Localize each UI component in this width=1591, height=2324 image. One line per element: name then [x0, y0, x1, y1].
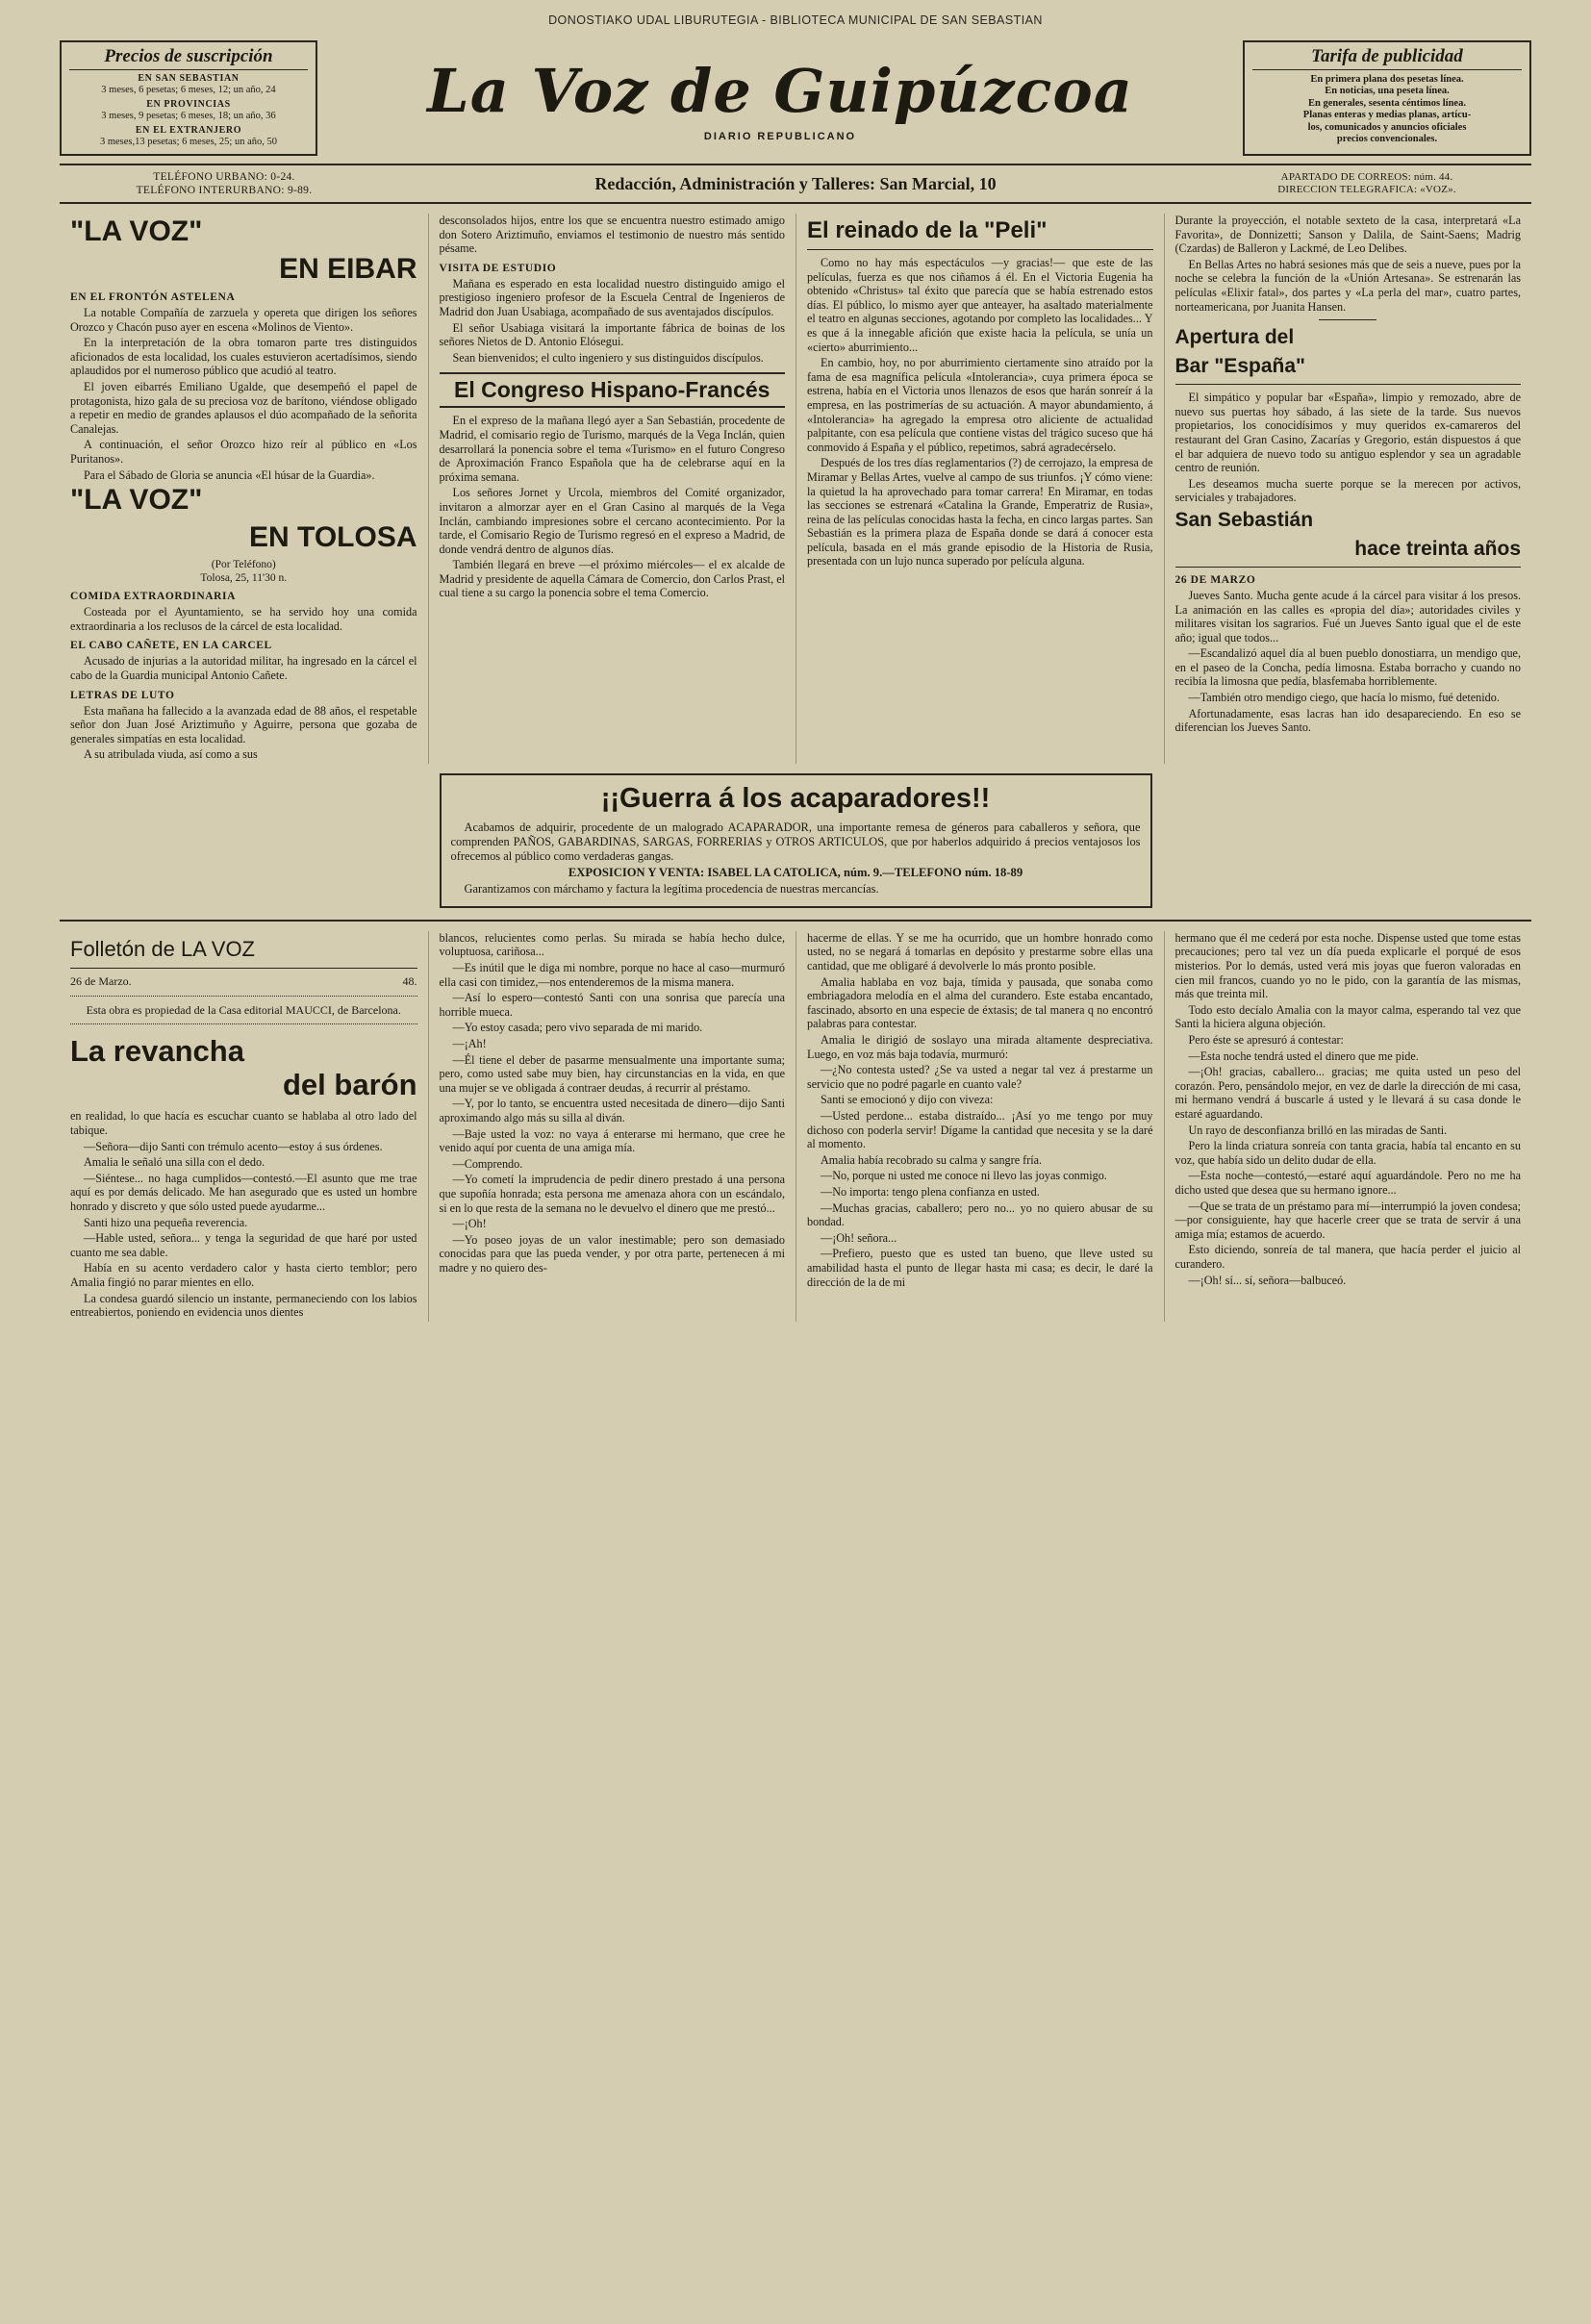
paragraph: Amalia le dirigió de soslayo una mirada altamente despreciativa. Luego, en voz más baja todavía, murmuró:: [807, 1033, 1153, 1061]
divider: [1175, 567, 1522, 568]
subheading-fronton: EN EL FRONTÓN ASTELENA: [70, 291, 236, 303]
paragraph: —Usted perdone... estaba distraído... ¡Así yo me tengo por muy dichoso con poderla servir! Dígame la cantidad que necesita y se la daré al momento.: [807, 1109, 1153, 1151]
paragraph: Acusado de injurias a la autoridad militar, ha ingresado en la cárcel el cabo de la Guardia municipal Antonio Cañete.: [70, 654, 417, 682]
date-label: 26 DE MARZO: [1174, 573, 1256, 586]
paragraph: Acabamos de adquirir, procedente de un malogrado ACAPARADOR, una importante remesa de géneros para caballeros y señora, que comprenden PAÑOS, GABARDINAS, SARGAS, FORRERIAS y OTROS ARTICULOS, que por haberlos adquirido á precios ventajosos los ofrecemos al público como verdaderas gangas.: [450, 820, 1141, 863]
folletin-page-number: 48.: [402, 973, 417, 988]
section-title-hace-treinta-anos: hace treinta años: [1354, 537, 1521, 560]
paragraph: —Escandalizó aquel día al buen pueblo donostiarra, un mendigo que, en el paseo de la Concha, pedía limosna. Estaba borracho y cuando no recibía la limosna que pedía, blasfemaba horriblemente.: [1174, 646, 1521, 689]
paragraph: —¡Oh! gracias, caballero... gracias; me quita usted un peso del corazón. Pero, pensándolo mejor, en vez de darle la dirección de mi casa, mi hermano vendrá á buscarle á usted y le llevará á su casa donde le estaré aguardando.: [1174, 1065, 1521, 1121]
paragraph: Afortunadamente, esas lacras han ido desapareciendo. En eso se diferencian los Jueves Santo.: [1174, 706, 1521, 735]
divider: [1319, 319, 1376, 320]
paragraph: —Yo poseo joyas de un valor inestimable; pero son demasiado conocidas para que las pueda vender, y por otra parte, pertenecen á mi madre y no quiero des-: [439, 1232, 785, 1275]
ad-rate-line: En generales, sesenta céntimos línea.: [1308, 97, 1466, 109]
paragraph: blancos, relucientes como perlas. Su mirada se había hecho dulce, voluptuosa, cariñosa...: [439, 930, 785, 959]
paragraph: Para el Sábado de Gloria se anuncia «El húsar de la Guardia».: [84, 467, 375, 482]
article-headline-lavoz-eibar-1: "LA VOZ": [70, 215, 203, 247]
paragraph: La notable Compañía de zarzuela y opereta que dirigen los señores Orozco y Chacón puso ayer en escena «Molinos de Viento».: [70, 306, 417, 334]
byline: (Por Teléfono): [211, 559, 276, 571]
ad-rate-line: En noticias, una peseta línea.: [1325, 86, 1450, 97]
masthead-subtitle: DIARIO REPUBLICANO: [703, 131, 857, 142]
subheading-letras-luto: LETRAS DE LUTO: [70, 689, 175, 701]
paragraph: —Comprendo.: [452, 1156, 523, 1171]
subscription-prices-box: [60, 40, 317, 156]
divider: [70, 996, 417, 997]
advertising-title: Tarifa de publicidad: [1252, 46, 1522, 70]
paragraph: Esto diciendo, sonreía de tal manera, que hacía perder el juicio al curandero.: [1174, 1243, 1521, 1271]
paragraph: Les deseamos mucha suerte porque se la merecen por activos, serviciales y trabajadores.: [1174, 476, 1521, 505]
paragraph: —Muchas gracias, caballero; pero no... yo no quiero abusar de su bondad.: [807, 1200, 1153, 1229]
paragraph: En Bellas Artes no habrá sesiones más que de seis a nueve, pues por la noche se celebra la función de la «Unión Artesana». Se estrenarán las películas «Elixir fatal», dos partes y «La perla del mar», cuatro partes, norteamericana, por Juanita Hansen.: [1174, 257, 1521, 314]
novel-title-line-2: del barón: [282, 1068, 417, 1102]
column-2: [428, 214, 796, 764]
paragraph: —Es inútil que le diga mi nombre, porque no hace al caso—murmuró ella casi con timidez,—nos entenderemos de la misma manera.: [439, 961, 785, 989]
paragraph: —Siéntese... no haga cumplidos—contestó.—El asunto que me trae aquí es por demás delicado. Me han asegurado que es usted un hombre honrado y discreto y que sólo usted puede ayudarme...: [70, 1171, 417, 1213]
novel-title: [70, 1034, 417, 1101]
folletin-columns: [60, 931, 1531, 1322]
paragraph: Esta mañana ha fallecido a la avanzada edad de 88 años, el respetable señor don Juan José Ariztimuño y Aguirre, persona que gozaba de generales simpatías en esta localidad.: [70, 703, 417, 745]
banner-contact: EXPOSICION Y VENTA: ISABEL LA CATOLICA, núm. 9.—TELEFONO núm. 18-89: [568, 865, 1023, 879]
paragraph: —Baje usted la voz: no vaya á enterarse mi hermano, que cree he venido aquí por cuenta de una amiga mía.: [439, 1126, 785, 1155]
newspaper-sheet: [60, 40, 1531, 1322]
folletin-divider: [60, 920, 1531, 922]
price-group-head: EN SAN SEBASTIAN: [138, 73, 240, 84]
ad-rate-line: En primera plana dos pesetas línea.: [1310, 74, 1464, 85]
price-group-line: 3 meses,13 pesetas; 6 meses, 25; un año, 50: [99, 137, 277, 147]
paragraph: —No, porque ni usted me conoce ni llevo las joyas conmigo.: [821, 1169, 1107, 1183]
column-3: [796, 214, 1164, 764]
ad-rate-line: los, comunicados y anuncios oficiales: [1307, 121, 1467, 133]
paragraph: Santi se emocionó y dijo con viveza:: [821, 1093, 994, 1107]
subheading-visita-estudio: VISITA DE ESTUDIO: [439, 262, 557, 274]
editorial-address: Redacción, Administración y Talleres: San Marcial, 10: [594, 173, 997, 193]
main-columns: [60, 214, 1531, 764]
page-title: La Voz de Guipúzcoa: [427, 56, 1133, 126]
article-headline-lavoz-tolosa-1: "LA VOZ": [70, 484, 203, 517]
masthead: [60, 40, 1531, 156]
paragraph: Costeada por el Ayuntamiento, se ha servido hoy una comida extraordinaria a los reclusos de la cárcel de esta localidad.: [70, 605, 417, 633]
paragraph: —Hable usted, señora... y tenga la seguridad de que haré por usted cuanto me sea dable.: [70, 1231, 417, 1259]
folletin-copyright-note: Esta obra es propiedad de la Casa editorial MAUCCI, de Barcelona.: [86, 1002, 401, 1017]
section-title-reinado-peli: El reinado de la "Peli": [807, 217, 1048, 243]
advertising-rates-box: [1243, 40, 1531, 156]
paragraph: —Yo estoy casada; pero vivo separada de mi marido.: [452, 1021, 703, 1035]
divider: [1175, 384, 1522, 385]
ad-rate-line: Planas enteras y medias planas, artícu-: [1302, 110, 1472, 121]
paragraph: Pero la linda criatura sonreía con tanta gracia, había tal encanto en su voz, que había sido un delito dudar de ella.: [1174, 1139, 1521, 1167]
subheading-comida: COMIDA EXTRAORDINARIA: [70, 591, 237, 603]
paragraph: Sean bienvenidos; el culto ingeniero y sus distinguidos discípulos.: [452, 350, 764, 365]
divider: [70, 1023, 417, 1024]
paragraph: Amalia le señaló una silla con el dedo.: [84, 1155, 265, 1170]
dateline: Tolosa, 25, 11'30 n.: [200, 572, 288, 585]
paragraph: Había en su acento verdadero calor y hasta cierto temblor; pero Amalia fingió no parar mientes en ello.: [70, 1261, 417, 1289]
price-group-head: EN EL EXTRANJERO: [135, 125, 242, 136]
divider: [807, 249, 1153, 250]
paragraph: Amalia había recobrado su calma y sangre fría.: [821, 1152, 1043, 1167]
paragraph: Como no hay más espectáculos —y gracias!— que este de las películas, fuerza es que nos ciñamos á él. En el Victoria Eugenia ha obtenido «Christus» tal éxito que parecía que se había estrenado estos días. El público, lo mismo ayer que anteayer, ha asaltado materialmente el teatro en algunas secciones, agotando por completo las localidades... Y es que á la innegable afición que existe hacia la película, se unía un «cierto» aburrimiento...: [807, 256, 1153, 354]
paragraph: hermano que él me cederá por esta noche. Dispense usted que tome estas precauciones; pero tal vez un día pueda explicarle el porqué de esos misterios. Por lo demás, usted verá mis joyas que fueron valoradas en cien mil francos, cuando yo no le pido, con la garantía de las mismas, más que treinta mil.: [1174, 930, 1521, 1001]
folletin-column-4: [1164, 931, 1532, 1322]
paragraph: Durante la proyección, el notable sexteto de la casa, interpretará «La Favorita», de Donnizetti; Sanson y Dalila, de Saint-Saens; Madrig (Czardas) de Balleron y Lackmé, de Leo Delibes.: [1174, 214, 1521, 256]
paragraph: —Esta noche—contestó,—estaré aquí aguardándole. Pero no me ha dicho usted que desea que su hermano ignore...: [1174, 1169, 1521, 1197]
paragraph: El señor Usabiaga visitará la importante fábrica de boinas de los señores Nietos de D. Antonio Elósegui.: [439, 320, 785, 349]
paragraph: Mañana es esperado en esta localidad nuestro distinguido amigo el prestigioso ingeniero profesor de la Escuela Central de Ingenieros de Madrid don Juan Usabiaga, acompañado de sus aventajados discípulos.: [439, 276, 785, 318]
paragraph: —¡Oh! sí... sí, señora—balbuceó.: [1188, 1273, 1347, 1287]
folletin-column-2: [428, 931, 796, 1322]
paragraph: —Que se trata de un préstamo para mí—interrumpió la joven condesa;—por consiguiente, hay que hacerle creer que se trata de servir á una amiga mía; estamos de acuerdo.: [1174, 1199, 1521, 1241]
paragraph: A continuación, el señor Orozco hizo reír al público en «Los Puritanos».: [70, 438, 417, 466]
article-headline-lavoz-tolosa-2: EN TOLOSA: [249, 521, 417, 554]
price-group-line: 3 meses, 6 pesetas; 6 meses, 12; un año, 24: [101, 85, 276, 95]
paragraph: —Prefiero, puesto que es usted tan bueno, que lleve usted su amabilidad hasta el punto de llegar hasta mi casa; es decir, le daré la dirección de la de mi: [807, 1247, 1153, 1289]
paragraph: en realidad, lo que hacía es escuchar cuanto se hablaba al otro lado del tabique.: [70, 1109, 417, 1137]
column-1: [60, 214, 428, 764]
ad-rate-line: precios convencionales.: [1336, 134, 1438, 145]
paragraph: —¡Oh!: [452, 1217, 487, 1231]
section-title-apertura-bar-2: Bar "España": [1174, 355, 1305, 378]
paragraph: —¡Oh! señora...: [821, 1230, 897, 1245]
advertisement-banner[interactable]: [440, 773, 1152, 908]
contact-bar: [60, 164, 1531, 204]
section-title-congreso: El Congreso Hispano-Francés: [440, 372, 786, 408]
paragraph: —Él tiene el deber de pasarme mensualmente una importante suma; pero, como usted sabe muy bien, hay circunstancias en la vida, en que una mujer se ve obligada á contraer deudas, á recurrir al préstamo.: [439, 1052, 785, 1095]
paragraph: —No importa: tengo plena confianza en usted.: [821, 1184, 1040, 1199]
paragraph: Amalia hablaba en voz baja, tímida y pausada, que sonaba como embriagadora melodía en el alma del curandero. Este estaba encantado, fascinado, absorto en una especie de éxtasis; de tal manera q no encontró palabras para contestar.: [807, 974, 1153, 1031]
paragraph: —Y, por lo tanto, se encuentra usted necesitada de dinero—dijo Santi aproximando algo más su silla al diván.: [439, 1097, 785, 1124]
paragraph: Un rayo de desconfianza brilló en las miradas de Santi.: [1188, 1123, 1448, 1137]
folletin-meta: [70, 974, 417, 989]
paragraph: Jueves Santo. Mucha gente acude á la cárcel para visitar á los presos. La animación en las calles es «propia del día»; autoridades civiles y militares visitan los sagrarios. Fué un Jueves Santo igual que el de este año; igual que todos...: [1174, 588, 1521, 644]
folletin-column-3: [796, 931, 1164, 1322]
telegraph-address: DIRECCION TELEGRAFICA: «VOZ».: [1277, 184, 1456, 195]
paragraph: Pero éste se apresuró á contestar:: [1188, 1033, 1344, 1048]
price-group-line: 3 meses, 9 pesetas; 6 meses, 18; un año, 36: [101, 111, 276, 121]
urban-phone: TELÉFONO URBANO: 0-24.: [153, 171, 295, 183]
folletin-title: Folletón de LA VOZ: [70, 936, 255, 961]
paragraph: —Yo cometí la imprudencia de pedir dinero prestado á una persona que supoñía honrada; esta persona me amenaza ahora con un escándalo, si en lo que resta de la semana no le devuelvo el dinero que me prestó...: [439, 1173, 785, 1215]
paragraph: —¿No contesta usted? ¿Se va usted a negar tal vez á prestarme un servicio que no podré pagarle en cuanto vale?: [807, 1063, 1153, 1091]
paragraph: —Así lo espero—contestó Santi con una sonrisa que parecía una horrible mueca.: [439, 991, 785, 1019]
paragraph: —También otro mendigo ciego, que hacía lo mismo, fué detenido.: [1188, 691, 1500, 705]
interurban-phone: TELÉFONO INTERURBANO: 9-89.: [136, 185, 313, 196]
paragraph: En la interpretación de la obra tomaron parte tres distinguidos aficionados de esta localidad, los cuales estuvieron acertadísimos, siendo aplaudidos por el numeroso público que acudió al teatro.: [70, 336, 417, 378]
phone-numbers: [65, 170, 383, 197]
paragraph: El simpático y popular bar «España», limpio y remozado, abre de nuevo sus puertas hoy sábado, á las siete de la tarde. Sus nuevos propietarios, los conocidísimos y muy queridos ex-camareros del restaurant del Gran Casino, Zacarías y Gregorio, están dispuestos á que el bar adquiera de nuevo todo su antiguo esplendor y sea un agradable centro de reunión.: [1174, 391, 1521, 475]
masthead-title-area: [317, 40, 1243, 156]
article-headline-lavoz-eibar-2: EN EIBAR: [279, 253, 417, 285]
column-4: [1164, 214, 1532, 764]
postal-info: [1208, 171, 1526, 196]
paragraph: También llegará en breve —el próximo miércoles— el ex alcalde de Madrid y presidente de aquella Cámara de Comercio, don Carlos Prast, el cual tiene a su cargo la ponencia sobre el tema Comercio.: [439, 558, 785, 600]
paragraph: Santi hizo una pequeña reverencia.: [84, 1215, 248, 1229]
subheading-cabo: EL CABO CAÑETE, EN LA CARCEL: [70, 640, 272, 652]
paragraph: Garantizamos con márchamo y factura la legítima procedencia de nuestras mercancías.: [464, 881, 879, 896]
paragraph: —Esta noche tendrá usted el dinero que me pide.: [1188, 1048, 1419, 1063]
paragraph: Todo esto decíalo Amalia con la mayor calma, esperando tal vez que Santi la hiciera alguna objeción.: [1174, 1002, 1521, 1031]
divider: [70, 968, 417, 969]
paragraph: En cambio, hoy, no por aburrimiento ciertamente sino atraído por la fama de esa magnífica película «Intolerancia», cuya primera época se estrena, había en el Victoria unos llenazos de esos que harán sonreír á la empresa, en las postrimerías de su actuación. A mayor abundamiento, á «Intolerancia» ha agregado la empresa otro aliciente de actualidad palpitante, con esa película que contiene vistas del trágico suceso que há conmovido á España y el público, repetimos, sabrá agradecérselo.: [807, 356, 1153, 454]
paragraph: desconsolados hijos, entre los que se encuentra nuestro estimado amigo don Sotero Ariztimuño, enviamos el testimonio de nuestro más sentido pésame.: [439, 214, 785, 256]
paragraph: Después de los tres días reglamentarios (?) de cerrojazo, la empresa de Miramar y Bellas Artes, vuelve al campo de sus triunfos. ¡Y cómo viene: la quietud la ha aprovechado para tomar carrera! En Miramar, en todas las secciones se estrenará «Catalina la Grande, Emperatriz de Rusia», reina de las películas conocidas hasta la fecha, en cinco largas partes. San Sebastián es la primera plaza de España donde se dará á conocer esta película, basada en el más grande episodio de la Historia de Rusia, presentada con un lujo nunca superado por película alguna.: [807, 456, 1153, 568]
paragraph: En el expreso de la mañana llegó ayer a San Sebastián, procedente de Madrid, el comisario regio de Turismo, marqués de la Vega Inclán, quien desarrollará la ponencia sobre el tema «Turismo» en el futuro Congreso de Aproximación Franco Española que ha de celebrarse aquí en la próxima semana.: [439, 414, 785, 484]
paragraph: A su atribulada viuda, así como a sus: [84, 747, 258, 762]
subscription-title: Precios de suscripción: [69, 46, 308, 70]
section-title-san-sebastian: San Sebastián: [1174, 508, 1314, 531]
folletin-column-1: [60, 931, 428, 1322]
post-box: APARTADO DE CORREOS: núm. 44.: [1280, 171, 1453, 183]
paragraph: El joven eibarrés Emiliano Ugalde, que desempeñó el papel de protagonista, hizo gala de su preciosa voz de barítono, viéndose obligado a repetir en medio de grandes aplausos el dúo acompañado de la señorita Canalejas.: [70, 379, 417, 436]
paragraph: —¡Ah!: [452, 1037, 487, 1051]
archive-header: DONOSTIAKO UDAL LIBURUTEGIA - BIBLIOTECA MUNICIPAL DE SAN SEBASTIAN: [548, 13, 1043, 27]
novel-title-line-1: La revancha: [70, 1034, 244, 1069]
folletin-date: 26 de Marzo.: [70, 973, 132, 988]
paragraph: —Señora—dijo Santi con trémulo acento—estoy á sus órdenes.: [84, 1139, 383, 1153]
banner-title: ¡¡Guerra á los acaparadores!!: [600, 782, 991, 814]
price-group-head: EN PROVINCIAS: [146, 99, 231, 110]
paragraph: La condesa guardó silencio un instante, permaneciendo con los labios entreabiertos, poniendo en evidencia unos dientes: [70, 1291, 417, 1320]
paragraph: hacerme de ellas. Y se me ha ocurrido, que un hombre honrado como usted, no se negará á tomarlas en depósito y prestarme sobre ellas una cantidad, que me obligaré á devolverle lo más pronto posible.: [807, 930, 1153, 973]
paragraph: Los señores Jornet y Urcola, miembros del Comité organizador, invitaron a almorzar ayer en el Gran Casino al marqués de la Vega Inclán, cambiando impresiones sobre el cercano acontecimiento. Por la tarde, el Comisario Regio de Turismo regresó en el expreso a Madrid, de donde vendrá dentro de algunos días.: [439, 486, 785, 556]
section-title-apertura-bar-1: Apertura del: [1174, 326, 1295, 349]
banner-row: [60, 764, 1531, 908]
